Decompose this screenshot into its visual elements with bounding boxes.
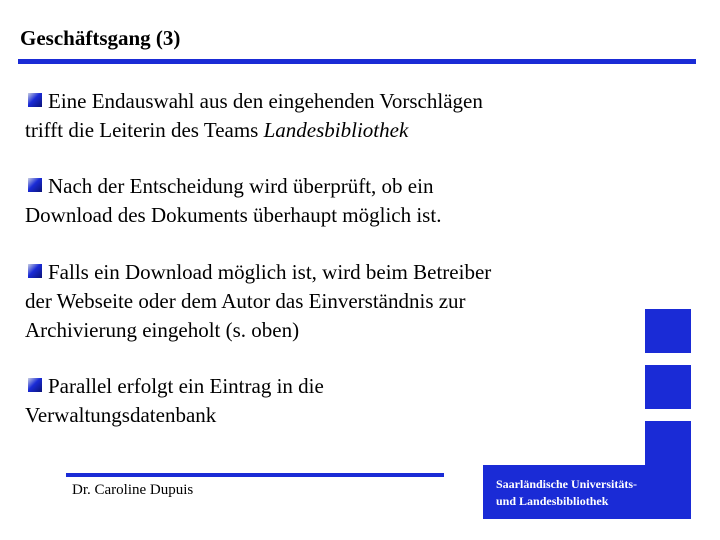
- bullet-1-emphasis: Landesbibliothek: [263, 118, 409, 142]
- institution-box: [483, 465, 691, 519]
- bullet-square-icon: [28, 178, 42, 192]
- bullet-2-line-1: Nach der Entscheidung wird überprüft, ob ein: [48, 174, 434, 198]
- bullet-square-icon: [28, 93, 42, 107]
- decorative-square: [645, 309, 691, 353]
- bullet-item-1: [25, 87, 585, 145]
- bullet-1-line-2: trifft die Leiterin des Teams: [25, 118, 264, 142]
- footer-author: Dr. Caroline Dupuis: [72, 482, 194, 498]
- bullet-square-icon: [28, 378, 42, 392]
- bullet-item-4: [25, 372, 585, 430]
- institution-line-1: Saarländische Universitäts-: [496, 477, 637, 491]
- bullet-1-line-1: Eine Endauswahl aus den eingehenden Vorschlägen: [48, 89, 483, 113]
- institution-line-2: und Landesbibliothek: [496, 494, 609, 508]
- bullet-3-line-1: Falls ein Download möglich ist, wird beim Betreiber: [48, 260, 492, 284]
- slide-title: Geschäftsgang (3): [20, 26, 181, 50]
- bullet-item-2: [25, 172, 585, 230]
- decorative-square: [645, 365, 691, 409]
- bullet-3-line-2: der Webseite oder dem Autor das Einverständnis zur: [25, 289, 466, 313]
- bullet-3-line-3: Archivierung eingeholt (s. oben): [25, 318, 300, 342]
- side-decoration: [645, 309, 691, 477]
- bullet-2-line-2: Download des Dokuments überhaupt möglich ist.: [25, 203, 442, 227]
- bullet-4-line-2: Verwaltungsdatenbank: [25, 403, 217, 427]
- bullet-item-3: [25, 258, 585, 345]
- bullet-square-icon: [28, 264, 42, 278]
- bullet-4-line-1: Parallel erfolgt ein Eintrag in die: [48, 374, 324, 398]
- title-divider: [18, 59, 696, 64]
- footer-divider: [66, 473, 444, 477]
- decorative-square: [645, 421, 691, 465]
